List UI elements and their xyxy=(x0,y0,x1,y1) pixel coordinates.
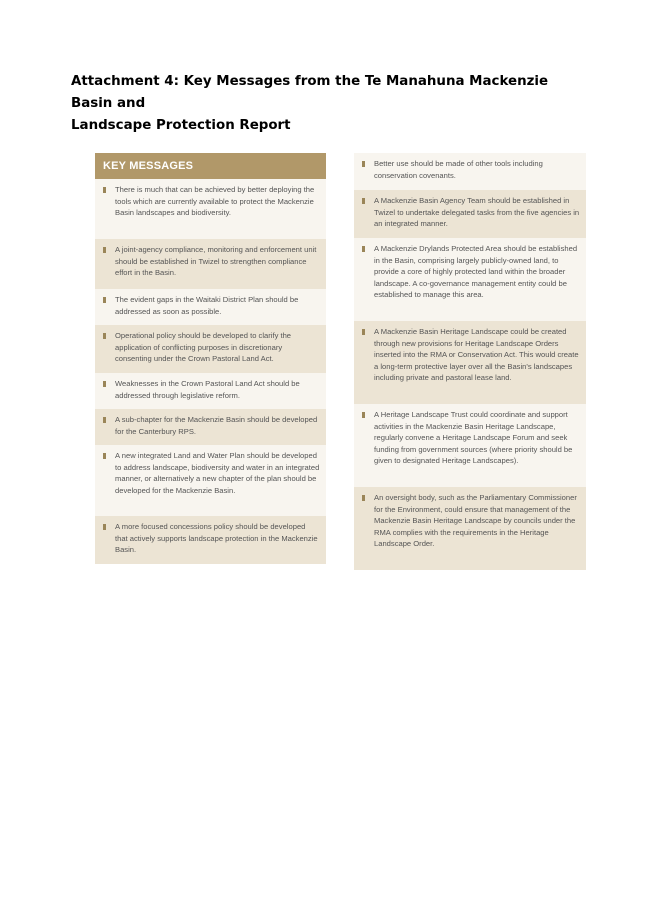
key-message-text: Better use should be made of other tools including conservation covenants. xyxy=(374,159,543,180)
page-title-line-1: Attachment 4: Key Messages from the Te Manahuna Mackenzie Basin and xyxy=(71,74,549,111)
square-bullet-icon xyxy=(103,297,106,303)
square-bullet-icon xyxy=(103,417,106,423)
square-bullet-icon xyxy=(103,333,106,339)
square-bullet-icon xyxy=(362,495,365,501)
key-message-text: A Mackenzie Basin Agency Team should be established in Twizel to undertake delegated tasks from the five agencies in an integrated manner. xyxy=(374,196,580,229)
square-bullet-icon xyxy=(103,247,106,253)
key-messages-header: KEY MESSAGES xyxy=(95,153,326,179)
key-message-item xyxy=(354,404,586,487)
key-message-item xyxy=(95,239,326,289)
key-message-item xyxy=(354,487,586,570)
key-message-item xyxy=(354,321,586,404)
page-title xyxy=(71,71,591,137)
square-bullet-icon xyxy=(103,453,106,459)
key-message-text: Operational policy should be developed to clarify the application of conflicting purposes in discretionary consenting under the Crown Pastoral Land Act. xyxy=(115,331,292,364)
page-title-line-2: Landscape Protection Report xyxy=(71,118,291,133)
key-message-text: A Mackenzie Drylands Protected Area should be established in the Basin, comprising largely publicly-owned land, to provide a core of highly protected land within the broader landscape. A co-governance management entity could be established to manage this area. xyxy=(374,244,578,300)
key-message-item xyxy=(95,289,326,325)
key-message-item xyxy=(95,445,326,516)
square-bullet-icon xyxy=(362,246,365,252)
square-bullet-icon xyxy=(103,187,106,193)
key-message-text: A more focused concessions policy should be developed that actively supports landscape protection in the Mackenzie Basin. xyxy=(115,522,318,555)
square-bullet-icon xyxy=(362,198,365,204)
key-message-text: A joint-agency compliance, monitoring and enforcement unit should be established in Twizel to strengthen compliance effort in the Basin. xyxy=(115,245,317,278)
key-message-item xyxy=(95,325,326,373)
square-bullet-icon xyxy=(362,412,365,418)
key-message-text: The evident gaps in the Waitaki District Plan should be addressed as soon as possible. xyxy=(115,295,299,316)
square-bullet-icon xyxy=(362,161,365,167)
key-message-item xyxy=(95,516,326,564)
key-message-item xyxy=(95,409,326,445)
key-message-item xyxy=(354,238,586,321)
key-messages-right-column xyxy=(354,153,586,570)
key-message-text: An oversight body, such as the Parliamentary Commissioner for the Environment, could ensure that management of the Mackenzie Basin Heritage Landscape by councils under the RMA complies with the requirements in the Heritage Landscape Order. xyxy=(374,493,577,549)
key-message-text: A Mackenzie Basin Heritage Landscape could be created through new provisions for Heritage Landscape Orders inserted into the RMA or Conservation Act. This would create a long-term protective layer over all the Basin's landscapes including private and pastoral lease land. xyxy=(374,327,579,383)
key-message-text: A sub-chapter for the Mackenzie Basin should be developed for the Canterbury RPS. xyxy=(115,415,318,436)
key-message-text: There is much that can be achieved by better deploying the tools which are currently available to protect the Mackenzie Basin landscapes and biodiversity. xyxy=(115,185,315,218)
key-message-item xyxy=(95,373,326,409)
square-bullet-icon xyxy=(103,381,106,387)
key-message-text: A new integrated Land and Water Plan should be developed to address landscape, biodiversity and water in an integrated manner, or alternatively a new chapter of the plan should be developed for the Mackenzie Basin. xyxy=(115,451,320,495)
square-bullet-icon xyxy=(362,329,365,335)
key-message-item xyxy=(354,153,586,190)
key-message-item xyxy=(354,190,586,238)
key-message-text: A Heritage Landscape Trust could coordinate and support activities in the Mackenzie Basin Heritage Landscape, regularly convene a Heritage Landscape Forum and seek funding from government sources (where priority should be given to designated Heritage Landscapes). xyxy=(374,410,573,466)
square-bullet-icon xyxy=(103,524,106,530)
key-messages-left-column xyxy=(95,153,326,564)
key-message-item xyxy=(95,179,326,239)
key-message-text: Weaknesses in the Crown Pastoral Land Act should be addressed through legislative reform. xyxy=(115,379,300,400)
